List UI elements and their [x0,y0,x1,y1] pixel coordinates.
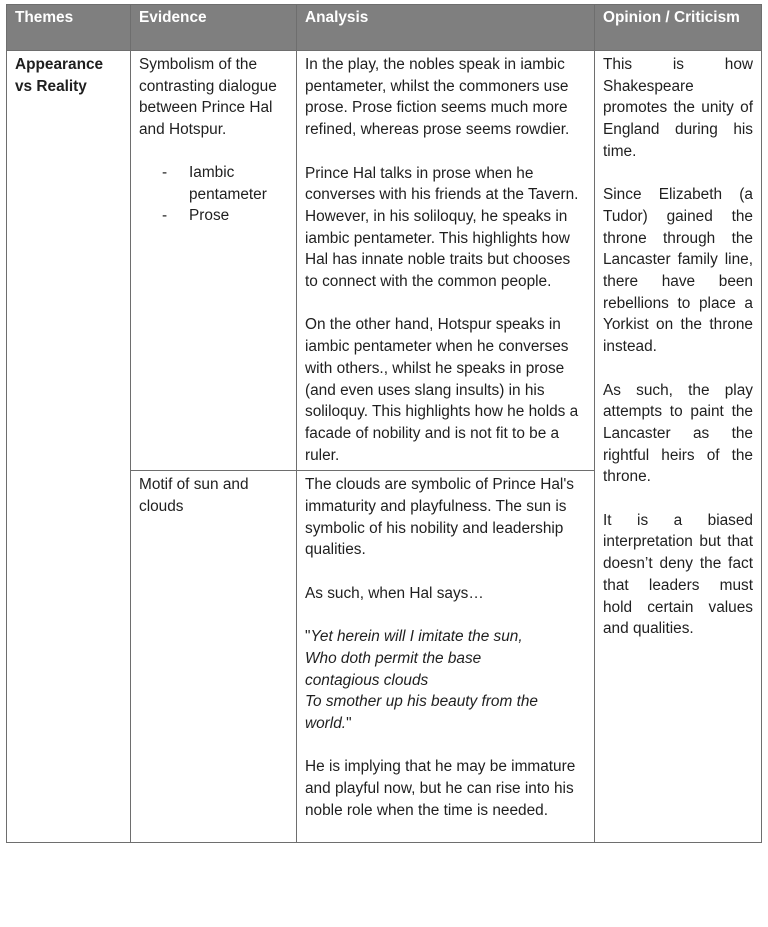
analysis-paragraph: In the play, the nobles speak in iambic pentameter, whilst the commoners use prose. Prose fiction seems much more refined, whereas prose seems rowdier. [305,56,570,139]
list-item: - Prose [162,207,230,225]
header-themes: Themes [7,5,131,51]
quote-line: Yet herein will I imitate the sun, [310,628,523,646]
opinion-paragraph: This is how Shakespeare promotes the unity of England during his time. [603,56,753,160]
evidence-cell [131,51,297,471]
analysis-paragraph: On the other hand, Hotspur speaks in iambic pentameter when he converses with others., whilst he speaks in prose (and even uses slang insults) in his soliloquy. This highlights how he holds a facade of nobility and is not fit to be a ruler. [305,316,579,464]
list-item: - Iambic pentameter [162,163,267,203]
evidence-cell [131,471,297,842]
analysis-cell [297,51,595,471]
header-analysis: Analysis [297,5,595,51]
quote-line: Who doth permit the base [305,649,482,667]
evidence-text: Symbolism of the contrasting dialogue between Prince Hal and Hotspur. [139,56,277,139]
opinion-paragraph: It is a biased interpretation but that doesn’t deny the fact that leaders must hold certain values and qualities. [603,511,753,638]
header-evidence: Evidence [131,5,297,51]
analysis-paragraph: Prince Hal talks in prose when he converses with his friends at the Tavern. However, in his soliloquy, he speaks in iambic pentameter. This highlights how Hal has innate noble traits but chooses to connect with the common people. [305,164,579,291]
quote-line: world. [305,715,347,733]
quote-close-mark: " [346,715,352,733]
opinion-paragraph: As such, the play attempts to paint the Lancaster as the rightful heirs of the throne. [603,381,753,486]
hal-quote [305,626,586,735]
header-opinion: Opinion / Criticism [595,5,762,51]
quote-line: To smother up his beauty from the [305,693,538,711]
notes-table [6,4,762,843]
evidence-list [139,162,288,227]
quote-line: contagious clouds [305,671,429,689]
table-row [7,51,762,471]
theme-cell: Appearance vs Reality [7,51,131,843]
opinion-cell [595,51,762,843]
analysis-cell [297,471,595,842]
quote-open-mark: " [305,628,311,646]
analysis-paragraph: He is implying that he may be immature and playful now, but he can rise into his noble role when the time is needed. [305,758,576,819]
evidence-item-text: Prose [189,207,230,225]
analysis-paragraph: The clouds are symbolic of Prince Hal's immaturity and playfulness. The sun is symbolic of his nobility and leadership qualities. [305,476,574,559]
analysis-paragraph: As such, when Hal says… [305,584,484,602]
evidence-item-text: Iambic pentameter [189,163,267,203]
header-row [7,5,762,51]
evidence-text: Motif of sun and clouds [139,476,249,516]
opinion-paragraph: Since Elizabeth (a Tudor) gained the throne through the Lancaster family line, there have been rebellions to place a Yorkist on the throne instead. [603,186,753,356]
